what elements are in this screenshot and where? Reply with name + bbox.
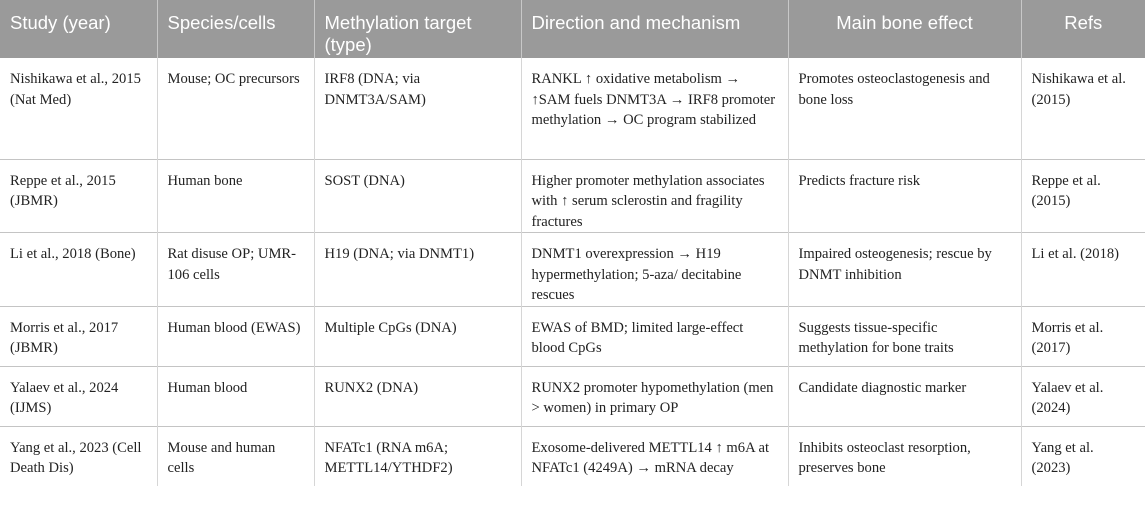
cell-target: RUNX2 (DNA): [314, 366, 521, 426]
header-species-cells: Species/cells: [157, 0, 314, 58]
table-row: [0, 233, 1145, 307]
cell-effect: Promotes osteoclastogenesis and bone loss: [788, 58, 1021, 159]
cell-species: Rat disuse OP; UMR-106 cells: [157, 233, 314, 307]
cell-study: Li et al., 2018 (Bone): [0, 233, 157, 307]
cell-target: Multiple CpGs (DNA): [314, 306, 521, 366]
cell-species: Human bone: [157, 159, 314, 233]
cell-refs: Li et al. (2018): [1021, 233, 1145, 307]
table-row: [0, 306, 1145, 366]
cell-target: IRF8 (DNA; via DNMT3A/SAM): [314, 58, 521, 159]
cell-study: Morris et al., 2017 (JBMR): [0, 306, 157, 366]
cell-refs: Yang et al. (2023): [1021, 426, 1145, 486]
cell-target: SOST (DNA): [314, 159, 521, 233]
table-header: [0, 0, 1145, 58]
cell-mechanism: Exosome-delivered METTL14 ↑ m6A at NFATc1 (4249A) → mRNA decay: [521, 426, 788, 486]
cell-mechanism: RUNX2 promoter hypomethylation (men > women) in primary OP: [521, 366, 788, 426]
cell-target: NFATc1 (RNA m6A; METTL14/YTHDF2): [314, 426, 521, 486]
header-main-bone-effect: Main bone effect: [788, 0, 1021, 58]
cell-species: Human blood: [157, 366, 314, 426]
cell-mechanism: EWAS of BMD; limited large-effect blood CpGs: [521, 306, 788, 366]
cell-species: Mouse and human cells: [157, 426, 314, 486]
table-row: [0, 58, 1145, 159]
cell-study: Yang et al., 2023 (Cell Death Dis): [0, 426, 157, 486]
header-methylation-target: Methylation target (type): [314, 0, 521, 58]
table-row: [0, 366, 1145, 426]
cell-study: Yalaev et al., 2024 (IJMS): [0, 366, 157, 426]
table-row: [0, 159, 1145, 233]
header-row: [0, 0, 1145, 58]
cell-refs: Reppe et al. (2015): [1021, 159, 1145, 233]
cell-study: Nishikawa et al., 2015 (Nat Med): [10, 71, 141, 108]
table-row: [0, 426, 1145, 486]
cell-effect: Predicts fracture risk: [788, 159, 1021, 233]
cell-refs: Morris et al. (2017): [1021, 306, 1145, 366]
table-body: [0, 58, 1145, 486]
cell-refs: Nishikawa et al. (2015): [1021, 58, 1145, 159]
header-study-year: Study (year): [0, 0, 157, 58]
cell-effect: Suggests tissue-specific methylation for bone traits: [788, 306, 1021, 366]
cell-effect: Inhibits osteoclast resorption, preserves bone: [788, 426, 1021, 486]
cell-effect: Candidate diagnostic marker: [788, 366, 1021, 426]
cell-mechanism: DNMT1 overexpression → H19 hypermethylation; 5-aza/ decitabine rescues: [521, 233, 788, 307]
header-direction-mechanism: Direction and mechanism: [521, 0, 788, 58]
cell-effect: Impaired osteogenesis; rescue by DNMT inhibition: [788, 233, 1021, 307]
cell-mechanism: RANKL ↑ oxidative metabolism → ↑SAM fuels DNMT3A → IRF8 promoter methylation → OC program stabilized: [521, 58, 788, 159]
cell-mechanism: Higher promoter methylation associates with ↑ serum sclerostin and fragility fractures: [521, 159, 788, 233]
cell-refs: Yalaev et al. (2024): [1021, 366, 1145, 426]
cell-study: Reppe et al., 2015 (JBMR): [0, 159, 157, 233]
cell-species: Mouse; OC precursors: [157, 58, 314, 159]
cell-species: Human blood (EWAS): [157, 306, 314, 366]
header-refs: Refs: [1021, 0, 1145, 58]
cell-target: H19 (DNA; via DNMT1): [314, 233, 521, 307]
